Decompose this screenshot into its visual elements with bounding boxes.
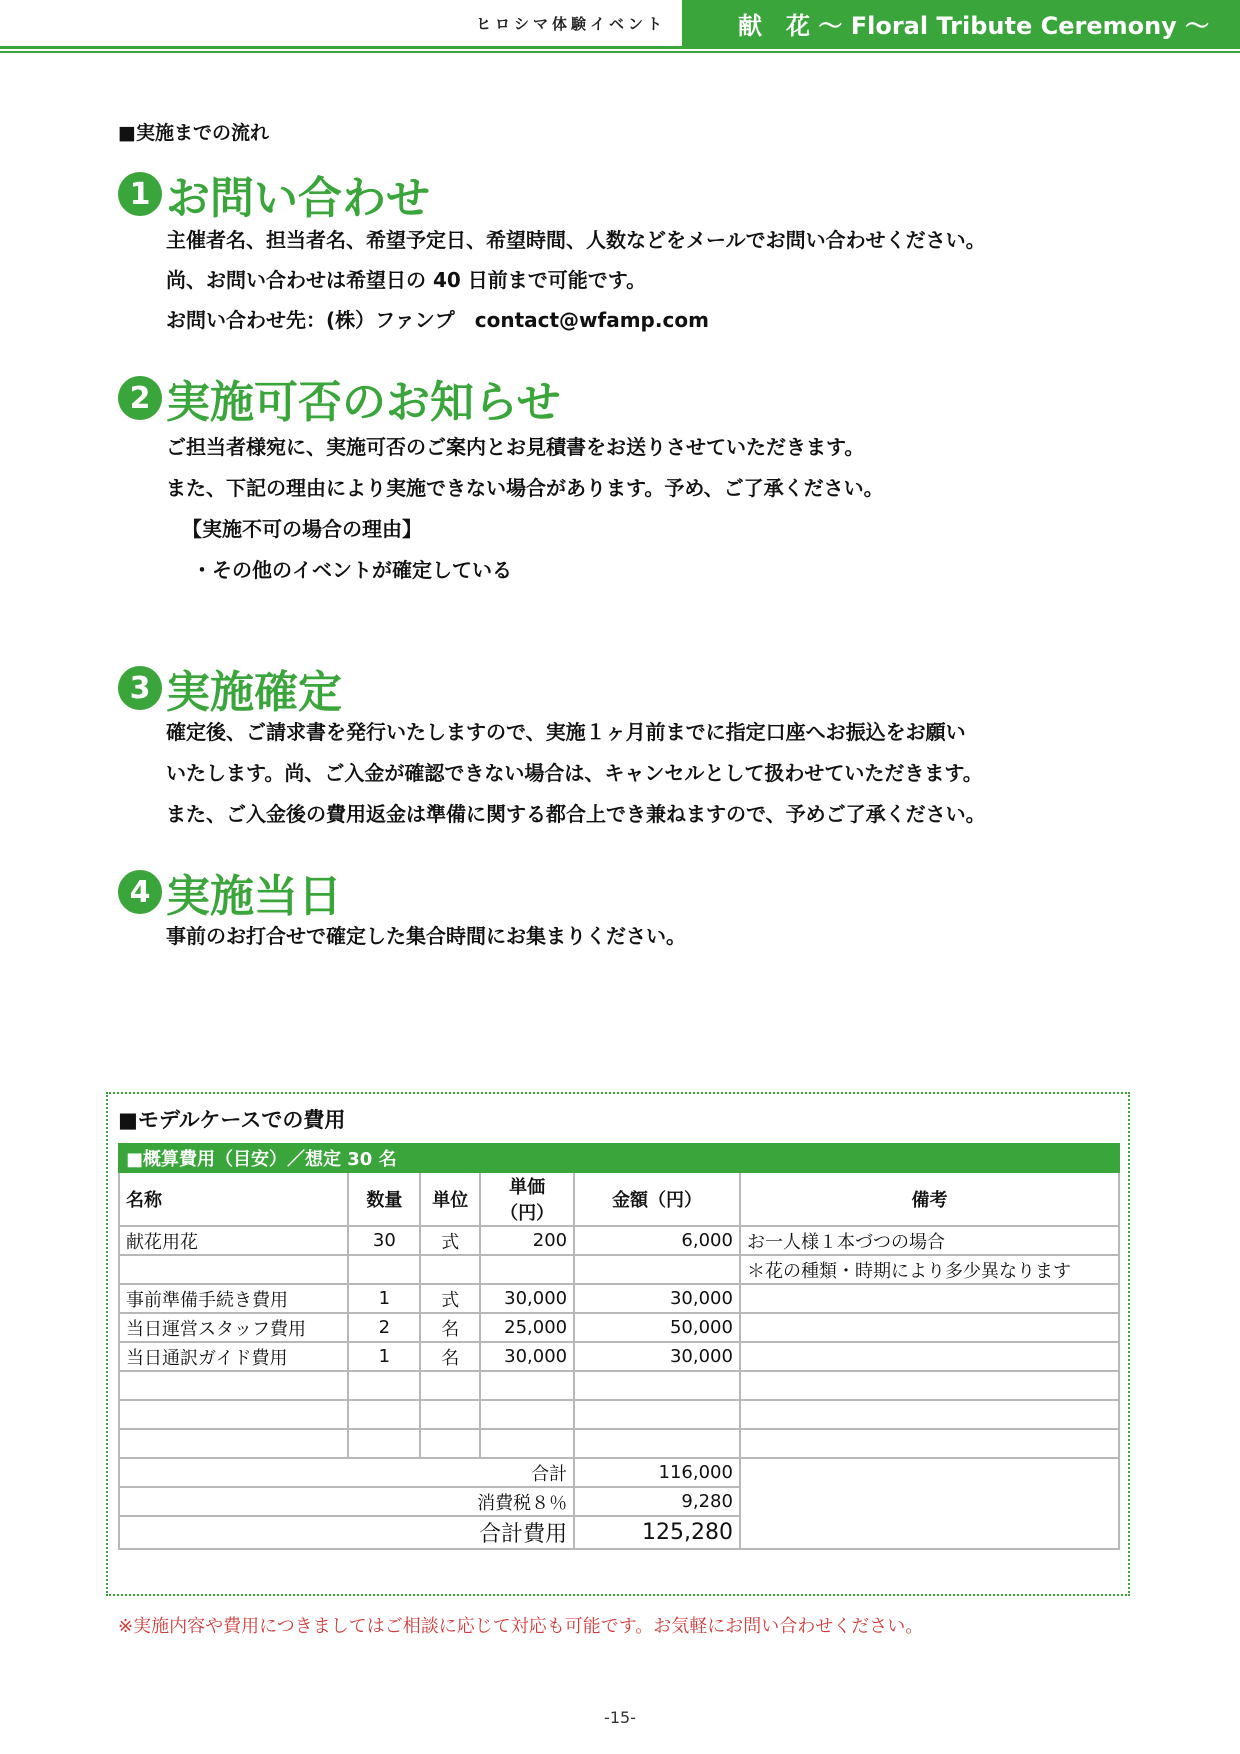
step-1-line: 尚、お問い合わせは希望日の 40 日前まで可能です。 [166, 268, 647, 292]
item-qty: 1 [348, 1342, 420, 1371]
item-name [119, 1371, 348, 1400]
header-title: 献 花 〜 Floral Tribute Ceremony 〜 [682, 0, 1240, 46]
header-rule-thin [0, 51, 1240, 53]
cost-item-row [119, 1255, 1119, 1284]
item-name: 当日運営スタッフ費用 [119, 1313, 348, 1342]
col-header-unit-price: 単価（円） [480, 1172, 574, 1226]
item-name [119, 1429, 348, 1458]
step-3-line: また、ご入金後の費用返金は準備に関する都合上でき兼ねますので、予めご了承ください。 [166, 802, 986, 826]
subtotal-row [119, 1458, 1119, 1487]
item-name: 事前準備手続き費用 [119, 1284, 348, 1313]
page-number: -15- [604, 1708, 636, 1727]
item-unit-price: 25,000 [480, 1313, 574, 1342]
step-4-line: 事前のお打合せで確定した集合時間にお集まりください。 [166, 924, 686, 948]
item-unit [420, 1371, 480, 1400]
header-rule [0, 46, 1240, 49]
item-remarks: お一人様１本づつの場合 [740, 1226, 1119, 1255]
item-name: 当日通訳ガイド費用 [119, 1342, 348, 1371]
item-qty [348, 1429, 420, 1458]
step-2-line: また、下記の理由により実施できない場合があります。予め、ご了承ください。 [166, 476, 884, 500]
item-qty: 30 [348, 1226, 420, 1255]
item-amount [574, 1429, 740, 1458]
step-title: 実施可否のお知らせ [166, 377, 561, 428]
step-number-badge: 3 [118, 666, 162, 710]
step-number-badge: 1 [118, 172, 162, 216]
step-title: お問い合わせ [166, 173, 430, 224]
item-amount: 30,000 [574, 1284, 740, 1313]
step-3-line: いたします。尚、ご入金が確認できない場合は、キャンセルとして扱わせていただきます。 [166, 761, 983, 785]
item-unit [420, 1400, 480, 1429]
item-unit: 式 [420, 1284, 480, 1313]
step-number-badge: 2 [118, 376, 162, 420]
item-unit: 名 [420, 1313, 480, 1342]
item-amount: 6,000 [574, 1226, 740, 1255]
step-3-line: 確定後、ご請求書を発行いたしますので、実施１ヶ月前までに指定口座へお振込をお願い [166, 720, 966, 744]
item-amount [574, 1371, 740, 1400]
cost-item-row [119, 1400, 1119, 1429]
cost-band-label: ■概算費用（目安）／想定 30 名 [119, 1144, 1119, 1172]
col-header-unit: 単位 [420, 1172, 480, 1226]
item-remarks [740, 1400, 1119, 1429]
subtotal-value: 116,000 [574, 1458, 740, 1487]
cost-table [118, 1143, 1120, 1550]
item-remarks [740, 1342, 1119, 1371]
item-unit-price: 30,000 [480, 1284, 574, 1313]
summary-blank-cell [740, 1458, 1119, 1549]
item-amount [574, 1255, 740, 1284]
item-remarks: ＊花の種類・時期により多少異なります [740, 1255, 1119, 1284]
item-unit [420, 1429, 480, 1458]
item-unit: 式 [420, 1226, 480, 1255]
cost-item-row [119, 1226, 1119, 1255]
item-amount: 50,000 [574, 1313, 740, 1342]
cost-item-row [119, 1313, 1119, 1342]
item-name [119, 1255, 348, 1284]
cost-item-row [119, 1342, 1119, 1371]
cost-title: ■モデルケースでの費用 [118, 1108, 346, 1132]
col-header-name: 名称 [119, 1172, 348, 1226]
col-header-qty: 数量 [348, 1172, 420, 1226]
total-value: 125,280 [574, 1516, 740, 1549]
item-remarks [740, 1313, 1119, 1342]
tax-value: 9,280 [574, 1487, 740, 1516]
step-1-heading [118, 162, 430, 226]
col-header-remarks: 備考 [740, 1172, 1119, 1226]
item-name [119, 1400, 348, 1429]
total-label: 合計費用 [119, 1516, 574, 1549]
step-number-badge: 4 [118, 870, 162, 914]
step-2-reason-heading: 【実施不可の場合の理由】 [182, 517, 422, 541]
item-unit-price [480, 1400, 574, 1429]
item-remarks [740, 1429, 1119, 1458]
cost-item-row [119, 1284, 1119, 1313]
item-unit-price: 200 [480, 1226, 574, 1255]
step-2-heading [118, 366, 561, 430]
cost-band-row [119, 1144, 1119, 1172]
header-series: ヒロシマ体験イベント [475, 14, 666, 33]
item-unit-price [480, 1429, 574, 1458]
cost-item-row [119, 1371, 1119, 1400]
step-title: 実施当日 [166, 871, 342, 922]
item-unit-price [480, 1255, 574, 1284]
item-qty: 1 [348, 1284, 420, 1313]
item-unit [420, 1255, 480, 1284]
flow-title: ■実施までの流れ [118, 122, 269, 144]
item-qty [348, 1255, 420, 1284]
step-3-heading [118, 656, 342, 720]
cost-item-row [119, 1429, 1119, 1458]
item-remarks [740, 1284, 1119, 1313]
step-1-line: 主催者名、担当者名、希望予定日、希望時間、人数などをメールでお問い合わせください。 [166, 228, 986, 252]
item-qty [348, 1400, 420, 1429]
step-4-heading [118, 860, 342, 924]
item-qty [348, 1371, 420, 1400]
item-name: 献花用花 [119, 1226, 348, 1255]
item-unit-price [480, 1371, 574, 1400]
item-amount: 30,000 [574, 1342, 740, 1371]
tax-label: 消費税８％ [119, 1487, 574, 1516]
item-qty: 2 [348, 1313, 420, 1342]
item-amount [574, 1400, 740, 1429]
step-2-line: ご担当者様宛に、実施可否のご案内とお見積書をお送りさせていただきます。 [166, 435, 865, 459]
footnote: ※実施内容や費用につきましてはご相談に応じて対応も可能です。お気軽にお問い合わせください。 [118, 1616, 924, 1637]
step-title: 実施確定 [166, 667, 342, 718]
item-unit: 名 [420, 1342, 480, 1371]
col-header-amount: 金額（円） [574, 1172, 740, 1226]
item-remarks [740, 1371, 1119, 1400]
item-unit-price: 30,000 [480, 1342, 574, 1371]
step-2-reason-item: ・その他のイベントが確定している [192, 558, 512, 582]
step-1-contact-line: お問い合わせ先：(株）ファンプ contact@wfamp.com [166, 308, 709, 332]
cost-rows [119, 1226, 1119, 1458]
subtotal-label: 合計 [119, 1458, 574, 1487]
cost-header-row [119, 1172, 1119, 1226]
